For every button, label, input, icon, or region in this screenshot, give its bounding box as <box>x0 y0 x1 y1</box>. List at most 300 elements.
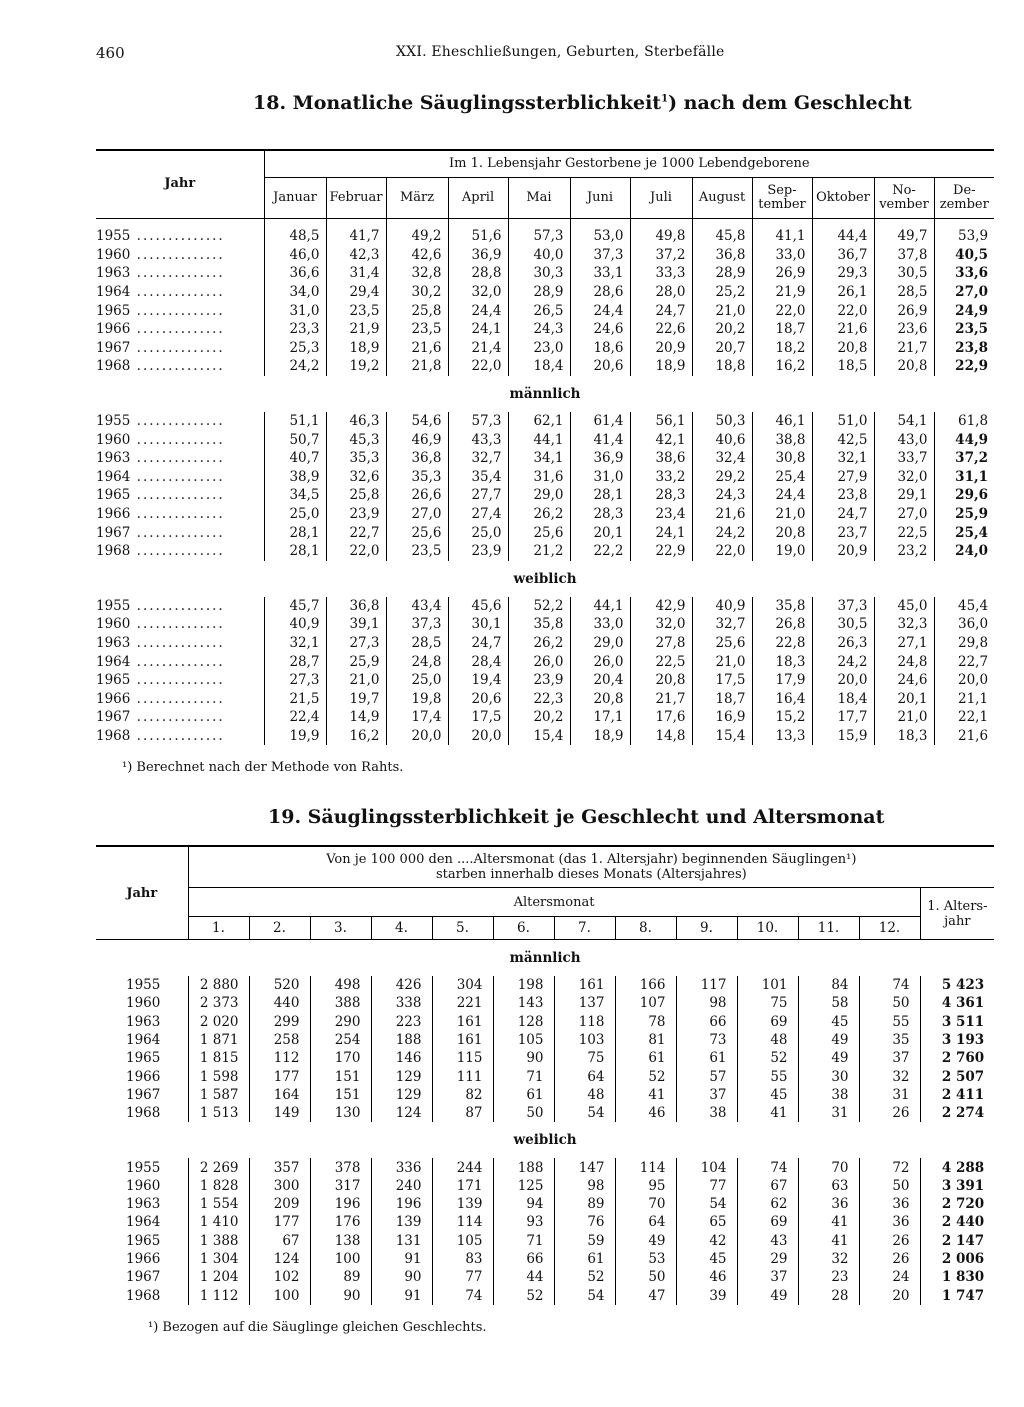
value-cell: 33,1 <box>570 264 630 283</box>
value-cell: 23,2 <box>874 542 934 561</box>
value-cell: 21,0 <box>752 505 812 524</box>
value-cell: 61 <box>615 1049 676 1067</box>
value-cell: 25,4 <box>752 468 812 487</box>
value-cell: 20,8 <box>812 339 874 358</box>
leader-dots: .............. <box>130 487 225 504</box>
value-cell: 22,6 <box>630 320 692 339</box>
value-cell: 98 <box>676 994 737 1012</box>
leader-dots: .............. <box>130 506 225 523</box>
value-cell: 27,0 <box>386 505 448 524</box>
value-cell: 37 <box>737 1268 798 1286</box>
value-cell: 124 <box>249 1250 310 1268</box>
value-cell: 29,3 <box>812 264 874 283</box>
value-cell: 24,1 <box>448 320 508 339</box>
value-cell: 125 <box>493 1177 554 1195</box>
value-cell: 221 <box>432 994 493 1012</box>
value-cell: 17,5 <box>448 708 508 727</box>
value-cell: 29,0 <box>570 634 630 653</box>
value-cell: 25,6 <box>386 523 448 542</box>
value-cell: 29,1 <box>874 486 934 505</box>
value-cell: 25,9 <box>934 505 994 524</box>
value-cell: 20,7 <box>692 339 752 358</box>
value-cell: 74 <box>737 1158 798 1176</box>
table-row <box>96 246 994 265</box>
value-cell: 50 <box>859 1177 920 1195</box>
year-label: 1965 <box>96 487 131 504</box>
value-cell: 24,9 <box>934 301 994 320</box>
value-cell: 36,9 <box>570 449 630 468</box>
leader-dots: .............. <box>130 672 225 689</box>
value-cell: 22,0 <box>752 301 812 320</box>
value-cell: 22,5 <box>630 652 692 671</box>
year-cell <box>96 430 264 449</box>
value-cell: 55 <box>737 1067 798 1085</box>
value-cell: 23,5 <box>386 320 448 339</box>
value-cell: 26,6 <box>386 486 448 505</box>
value-cell: 35,3 <box>326 449 386 468</box>
value-cell: 73 <box>676 1031 737 1049</box>
table-row <box>96 430 994 449</box>
value-cell: 25,2 <box>692 283 752 302</box>
value-cell: 131 <box>371 1232 432 1250</box>
value-cell: 28,6 <box>570 283 630 302</box>
value-cell: 66 <box>676 1013 737 1031</box>
value-cell: 32,1 <box>812 449 874 468</box>
value-cell: 54,6 <box>386 412 448 431</box>
value-cell: 26,9 <box>874 301 934 320</box>
year-label: 1960 <box>96 616 131 633</box>
value-cell: 139 <box>371 1213 432 1231</box>
value-cell: 338 <box>371 994 432 1012</box>
value-cell: 23,8 <box>812 486 874 505</box>
value-cell: 23,4 <box>630 505 692 524</box>
value-cell: 20 <box>859 1286 920 1304</box>
year-cell <box>96 689 264 708</box>
table19-month-header: 8. <box>615 917 676 940</box>
table18-footnote: ¹) Berechnet nach der Methode von Rahts. <box>122 760 404 775</box>
leader-dots: .............. <box>130 339 225 356</box>
table-row <box>96 468 994 487</box>
year-label: 1967 <box>96 709 131 726</box>
value-cell: 59 <box>554 1232 615 1250</box>
table19 <box>96 845 994 1305</box>
value-cell: 36,9 <box>448 246 508 265</box>
value-cell: 129 <box>371 1086 432 1104</box>
year-label: 1967 <box>96 339 131 356</box>
value-cell: 2 373 <box>188 994 249 1012</box>
value-cell: 36 <box>859 1195 920 1213</box>
year-cell <box>96 486 264 505</box>
value-cell: 52 <box>615 1067 676 1085</box>
value-cell: 26,8 <box>752 615 812 634</box>
value-cell: 23,3 <box>264 320 326 339</box>
value-cell: 35 <box>859 1031 920 1049</box>
value-cell: 114 <box>432 1213 493 1231</box>
value-cell: 20,2 <box>508 708 570 727</box>
value-cell: 69 <box>737 1013 798 1031</box>
value-cell: 33,0 <box>570 615 630 634</box>
value-cell: 50,7 <box>264 430 326 449</box>
year-label: 1966 <box>96 690 131 707</box>
value-cell: 94 <box>493 1195 554 1213</box>
value-cell: 22,8 <box>752 634 812 653</box>
value-cell: 1 304 <box>188 1250 249 1268</box>
value-cell: 20,8 <box>752 523 812 542</box>
value-cell: 53,0 <box>570 219 630 246</box>
year-cell: 1968 <box>126 1287 161 1304</box>
value-cell: 44,1 <box>570 597 630 616</box>
value-cell: 188 <box>371 1031 432 1049</box>
value-cell: 20,4 <box>570 671 630 690</box>
value-cell: 107 <box>615 994 676 1012</box>
value-cell: 41 <box>737 1104 798 1122</box>
year-cell <box>96 615 264 634</box>
value-cell: 17,1 <box>570 708 630 727</box>
value-cell: 20,6 <box>448 689 508 708</box>
value-cell: 37,3 <box>812 597 874 616</box>
value-cell: 40,9 <box>692 597 752 616</box>
value-cell: 16,9 <box>692 708 752 727</box>
value-cell: 21,6 <box>934 727 994 746</box>
value-cell: 61 <box>676 1049 737 1067</box>
leader-dots: .............. <box>130 709 225 726</box>
value-cell: 34,0 <box>264 283 326 302</box>
value-cell: 32,3 <box>874 615 934 634</box>
value-cell: 15,4 <box>508 727 570 746</box>
table18-title-end: ) nach dem Geschlecht <box>668 92 912 114</box>
value-cell: 39 <box>676 1286 737 1304</box>
leader-dots: .............. <box>130 543 225 560</box>
value-cell: 24 <box>859 1268 920 1286</box>
value-cell: 48 <box>554 1086 615 1104</box>
year-cell: 1965 <box>126 1050 161 1067</box>
value-cell: 46,1 <box>752 412 812 431</box>
value-cell: 22,0 <box>326 542 386 561</box>
leader-dots: .............. <box>130 431 225 448</box>
value-cell: 61 <box>493 1086 554 1104</box>
value-cell: 31,4 <box>326 264 386 283</box>
value-cell: 498 <box>310 976 371 994</box>
value-cell: 25,6 <box>508 523 570 542</box>
value-cell: 44,1 <box>508 430 570 449</box>
value-cell: 13,3 <box>752 727 812 746</box>
value-cell: 40,9 <box>264 615 326 634</box>
value-cell: 137 <box>554 994 615 1012</box>
value-cell: 49 <box>737 1286 798 1304</box>
value-cell: 23,6 <box>874 320 934 339</box>
year-label: 1965 <box>96 302 131 319</box>
value-cell: 20,0 <box>448 727 508 746</box>
value-cell: 17,5 <box>692 671 752 690</box>
table19-month-header: 11. <box>798 917 859 940</box>
value-cell: 26,5 <box>508 301 570 320</box>
year-cell: 1955 <box>126 977 161 994</box>
value-cell: 100 <box>310 1250 371 1268</box>
value-cell: 24,7 <box>448 634 508 653</box>
value-cell: 27,8 <box>630 634 692 653</box>
value-cell: 32,7 <box>692 615 752 634</box>
value-cell: 1 204 <box>188 1268 249 1286</box>
value-cell: 70 <box>798 1158 859 1176</box>
year-cell: 1966 <box>126 1251 161 1267</box>
value-cell: 18,3 <box>752 652 812 671</box>
table-row <box>96 1049 994 1067</box>
value-cell: 34,5 <box>264 486 326 505</box>
value-cell: 42,1 <box>630 430 692 449</box>
value-cell: 28,0 <box>630 283 692 302</box>
table-row <box>96 1031 994 1049</box>
value-cell: 32,1 <box>264 634 326 653</box>
value-cell: 25,0 <box>386 671 448 690</box>
table18-month-header: Februar <box>326 178 386 219</box>
year-cell <box>96 727 264 746</box>
value-cell: 103 <box>554 1031 615 1049</box>
value-cell: 37,3 <box>570 246 630 265</box>
value-cell: 23,5 <box>934 320 994 339</box>
year-label: 1960 <box>96 246 131 263</box>
year-label: 1955 <box>96 228 131 245</box>
value-cell: 53 <box>615 1250 676 1268</box>
value-cell: 36,6 <box>264 264 326 283</box>
value-cell: 46 <box>615 1104 676 1122</box>
year-label: 1964 <box>96 653 131 670</box>
value-cell: 26,9 <box>752 264 812 283</box>
value-cell: 161 <box>432 1031 493 1049</box>
value-cell: 36,8 <box>692 246 752 265</box>
value-cell: 46,0 <box>264 246 326 265</box>
value-cell: 74 <box>859 976 920 994</box>
value-cell: 52 <box>493 1286 554 1304</box>
value-cell: 36 <box>859 1213 920 1231</box>
value-cell: 98 <box>554 1177 615 1195</box>
value-cell: 55 <box>859 1013 920 1031</box>
value-cell: 22,0 <box>692 542 752 561</box>
value-cell: 240 <box>371 1177 432 1195</box>
value-cell: 54 <box>554 1286 615 1304</box>
value-cell: 27,7 <box>448 486 508 505</box>
value-cell: 35,3 <box>386 468 448 487</box>
value-cell: 38,8 <box>752 430 812 449</box>
leader-dots: .............. <box>130 634 225 651</box>
value-cell: 24,7 <box>812 505 874 524</box>
value-cell: 48,5 <box>264 219 326 246</box>
value-cell: 22,7 <box>326 523 386 542</box>
value-cell: 23,9 <box>326 505 386 524</box>
table18 <box>96 149 994 745</box>
value-cell: 61,8 <box>934 412 994 431</box>
value-cell: 37,8 <box>874 246 934 265</box>
value-cell: 45,6 <box>448 597 508 616</box>
value-cell: 42 <box>676 1232 737 1250</box>
value-cell: 50 <box>493 1104 554 1122</box>
year-cell <box>96 283 264 302</box>
value-cell: 76 <box>554 1213 615 1231</box>
value-cell: 149 <box>249 1104 310 1122</box>
value-cell: 304 <box>432 976 493 994</box>
value-cell: 90 <box>493 1049 554 1067</box>
value-cell: 57 <box>676 1067 737 1085</box>
value-cell: 112 <box>249 1049 310 1067</box>
table18-month-header: Januar <box>264 178 326 219</box>
value-cell: 161 <box>432 1013 493 1031</box>
value-cell: 32 <box>859 1067 920 1085</box>
value-cell: 32 <box>798 1250 859 1268</box>
value-cell: 44,4 <box>812 219 874 246</box>
value-cell: 24,2 <box>812 652 874 671</box>
value-cell: 58 <box>798 994 859 1012</box>
value-cell: 27,0 <box>874 505 934 524</box>
value-cell: 115 <box>432 1049 493 1067</box>
value-cell: 23,5 <box>326 301 386 320</box>
value-cell: 28,1 <box>264 523 326 542</box>
value-cell: 388 <box>310 994 371 1012</box>
value-cell: 40,0 <box>508 246 570 265</box>
value-cell: 166 <box>615 976 676 994</box>
value-cell: 43,3 <box>448 430 508 449</box>
value-cell: 24,4 <box>448 301 508 320</box>
value-cell: 26,0 <box>570 652 630 671</box>
value-cell: 101 <box>737 976 798 994</box>
year-total-cell: 2 760 <box>920 1049 994 1067</box>
value-cell: 46,3 <box>326 412 386 431</box>
value-cell: 18,8 <box>692 357 752 376</box>
value-cell: 143 <box>493 994 554 1012</box>
value-cell: 18,7 <box>752 320 812 339</box>
value-cell: 30,5 <box>874 264 934 283</box>
table19-month-header: 9. <box>676 917 737 940</box>
value-cell: 18,2 <box>752 339 812 358</box>
year-total-cell: 2 147 <box>920 1232 994 1250</box>
value-cell: 198 <box>493 976 554 994</box>
value-cell: 124 <box>371 1104 432 1122</box>
value-cell: 24,8 <box>386 652 448 671</box>
value-cell: 22,9 <box>934 357 994 376</box>
value-cell: 61 <box>554 1250 615 1268</box>
value-cell: 38,9 <box>264 468 326 487</box>
value-cell: 1 513 <box>188 1104 249 1122</box>
value-cell: 19,8 <box>386 689 448 708</box>
year-cell: 1964 <box>126 1032 161 1049</box>
year-cell <box>96 246 264 265</box>
value-cell: 170 <box>310 1049 371 1067</box>
value-cell: 75 <box>554 1049 615 1067</box>
value-cell: 26 <box>859 1250 920 1268</box>
value-cell: 21,0 <box>874 708 934 727</box>
value-cell: 37,2 <box>630 246 692 265</box>
value-cell: 77 <box>432 1268 493 1286</box>
table19-month-header: 2. <box>249 917 310 940</box>
value-cell: 30,2 <box>386 283 448 302</box>
value-cell: 71 <box>493 1067 554 1085</box>
value-cell: 41,1 <box>752 219 812 246</box>
value-cell: 147 <box>554 1158 615 1176</box>
value-cell: 27,1 <box>874 634 934 653</box>
year-total-cell: 4 361 <box>920 994 994 1012</box>
value-cell: 38 <box>676 1104 737 1122</box>
year-total-cell: 2 006 <box>920 1250 994 1268</box>
value-cell: 18,4 <box>812 689 874 708</box>
leader-dots: .............. <box>130 597 225 614</box>
value-cell: 31 <box>859 1086 920 1104</box>
table-row <box>96 301 994 320</box>
value-cell: 378 <box>310 1158 371 1176</box>
table-row <box>96 727 994 746</box>
value-cell: 46 <box>676 1268 737 1286</box>
year-cell <box>96 320 264 339</box>
value-cell: 18,9 <box>630 357 692 376</box>
value-cell: 29,2 <box>692 468 752 487</box>
value-cell: 37 <box>859 1049 920 1067</box>
value-cell: 21,7 <box>630 689 692 708</box>
year-label: 1966 <box>96 506 131 523</box>
value-cell: 36,7 <box>812 246 874 265</box>
value-cell: 30,8 <box>752 449 812 468</box>
value-cell: 41,4 <box>570 430 630 449</box>
value-cell: 45,3 <box>326 430 386 449</box>
value-cell: 17,9 <box>752 671 812 690</box>
value-cell: 67 <box>249 1232 310 1250</box>
table18-month-header: De- zember <box>934 178 994 219</box>
year-label: 1968 <box>96 358 131 375</box>
value-cell: 31,6 <box>508 468 570 487</box>
value-cell: 40,7 <box>264 449 326 468</box>
value-cell: 21,5 <box>264 689 326 708</box>
value-cell: 75 <box>737 994 798 1012</box>
table19-spanning-header: Von je 100 000 den ....Altersmonat (das 1. Altersjahr) beginnenden Säuglingen¹) starben innerhalb dieses Monats (Altersjahres) <box>188 846 994 888</box>
value-cell: 21,2 <box>508 542 570 561</box>
value-cell: 29 <box>737 1250 798 1268</box>
value-cell: 28,3 <box>630 486 692 505</box>
table19-month-header: 3. <box>310 917 371 940</box>
table-row <box>96 523 994 542</box>
value-cell: 177 <box>249 1067 310 1085</box>
value-cell: 32,0 <box>874 468 934 487</box>
value-cell: 30 <box>798 1067 859 1085</box>
table-row <box>96 264 994 283</box>
year-cell <box>96 219 264 246</box>
value-cell: 28 <box>798 1286 859 1304</box>
value-cell: 29,6 <box>934 486 994 505</box>
table18-month-header: Juni <box>570 178 630 219</box>
leader-dots: .............. <box>130 616 225 633</box>
value-cell: 22,1 <box>934 708 994 727</box>
value-cell: 21,0 <box>692 301 752 320</box>
year-cell: 1967 <box>126 1269 161 1286</box>
value-cell: 1 554 <box>188 1195 249 1213</box>
value-cell: 22,7 <box>934 652 994 671</box>
value-cell: 17,6 <box>630 708 692 727</box>
table-row <box>96 634 994 653</box>
table-row <box>96 542 994 561</box>
table-row <box>96 449 994 468</box>
value-cell: 24,3 <box>692 486 752 505</box>
value-cell: 20,1 <box>570 523 630 542</box>
value-cell: 16,2 <box>752 357 812 376</box>
value-cell: 19,0 <box>752 542 812 561</box>
value-cell: 51,6 <box>448 219 508 246</box>
value-cell: 51,0 <box>812 412 874 431</box>
year-cell <box>96 542 264 561</box>
value-cell: 25,6 <box>692 634 752 653</box>
value-cell: 20,2 <box>692 320 752 339</box>
value-cell: 16,4 <box>752 689 812 708</box>
table-row <box>96 1013 994 1031</box>
value-cell: 20,9 <box>630 339 692 358</box>
value-cell: 21,7 <box>874 339 934 358</box>
table18-month-header: Sep- tember <box>752 178 812 219</box>
year-label: 1965 <box>96 672 131 689</box>
value-cell: 118 <box>554 1013 615 1031</box>
